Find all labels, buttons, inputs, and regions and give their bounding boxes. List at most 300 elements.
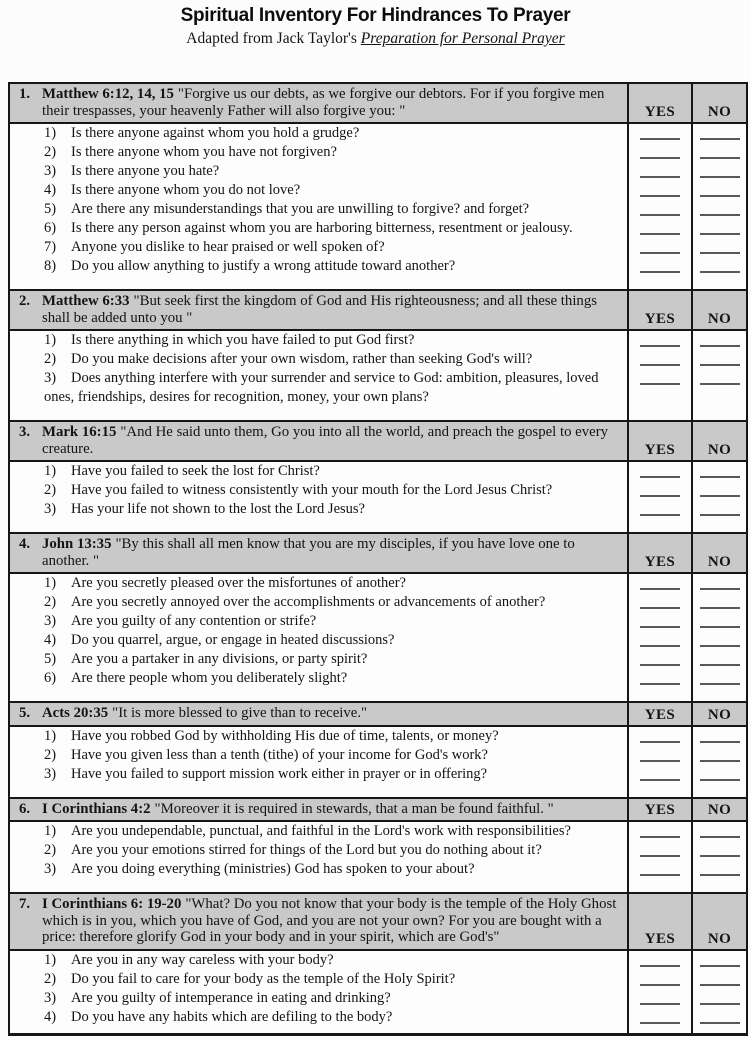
no-blank-line[interactable] (700, 631, 740, 647)
question-row (10, 369, 746, 407)
no-blank-line[interactable] (700, 462, 740, 478)
question-text: Does anything interfere with your surrender and service to God: ambition, pleasures, loved ones, friendships, desires for recognition, money, your own plans? (44, 370, 599, 405)
spacer-cell (10, 885, 627, 892)
no-column-label: NO (707, 104, 732, 120)
section-header-text (10, 534, 627, 572)
pad-cell (691, 1027, 746, 1033)
question-row (10, 500, 746, 519)
section-header (10, 291, 746, 331)
yes-column-label: YES (644, 104, 676, 120)
spacer-cell (10, 790, 627, 797)
question (10, 462, 627, 481)
question-number: 5) (44, 651, 57, 667)
section-header-text (10, 291, 627, 329)
no-answer-cell (691, 631, 746, 650)
spacer-cell (691, 282, 746, 289)
no-blank-line[interactable] (700, 765, 740, 781)
yes-answer-cell (627, 989, 691, 1008)
yes-answer-cell (627, 500, 691, 519)
question-text: Have you robbed God by withholding His due of time, talents, or money? (71, 727, 499, 744)
question (10, 162, 627, 181)
section-spacer (10, 525, 746, 534)
section-spacer (10, 282, 746, 291)
no-column-header (691, 534, 746, 572)
yes-column-header (627, 894, 691, 949)
yes-blank-line[interactable] (640, 746, 680, 762)
yes-column-header (627, 84, 691, 122)
yes-blank-line[interactable] (640, 650, 680, 666)
question-number: 4) (44, 182, 57, 198)
question-number: 1) (44, 823, 57, 839)
no-answer-cell (691, 462, 746, 481)
no-blank-line[interactable] (700, 574, 740, 590)
yes-answer-cell (627, 822, 691, 841)
question-text: Have you failed to support mission work either in prayer or in offering? (71, 765, 488, 782)
section-spacer (10, 694, 746, 703)
no-answer-cell (691, 181, 746, 200)
question-number: 2) (44, 842, 57, 858)
scripture-quote: "It is more blessed to give than to receive." (112, 705, 368, 721)
no-blank-line[interactable] (700, 350, 740, 366)
question-number: 4) (44, 1008, 57, 1025)
question (10, 746, 627, 765)
question-text: Are you secretly annoyed over the accomplishments or advancements of another? (71, 594, 546, 610)
yes-blank-line[interactable] (640, 765, 680, 781)
no-answer-cell (691, 331, 746, 350)
yes-answer-cell (627, 143, 691, 162)
question-row (10, 238, 746, 257)
yes-column-label: YES (644, 706, 676, 723)
no-blank-line[interactable] (700, 238, 740, 254)
question (10, 650, 627, 669)
question-text: Is there anyone you hate? (71, 163, 220, 179)
question-row (10, 989, 746, 1008)
no-column-label: NO (707, 554, 732, 570)
no-answer-cell (691, 124, 746, 143)
spacer-cell (10, 694, 627, 701)
yes-blank-line[interactable] (640, 612, 680, 628)
yes-column-header (627, 422, 691, 460)
question-text: Anyone you dislike to hear praised or well spoken of? (71, 239, 385, 255)
question-row (10, 350, 746, 369)
yes-blank-line[interactable] (640, 970, 680, 986)
no-blank-line[interactable] (700, 951, 740, 967)
question-row (10, 951, 746, 970)
section-5 (10, 703, 746, 790)
no-column-header (691, 894, 746, 949)
question-row (10, 860, 746, 879)
no-blank-line[interactable] (700, 200, 740, 216)
yes-blank-line[interactable] (640, 500, 680, 516)
yes-answer-cell (627, 181, 691, 200)
question-number: 8) (44, 258, 57, 274)
yes-column-label: YES (644, 442, 676, 458)
question (10, 1008, 627, 1027)
section-header (10, 703, 746, 727)
question-number: 2) (44, 746, 57, 763)
page-title: Spiritual Inventory For Hindrances To Prayer (180, 5, 571, 26)
yes-answer-cell (627, 746, 691, 765)
yes-column-header (627, 534, 691, 572)
no-blank-line[interactable] (700, 669, 740, 685)
yes-answer-cell (627, 331, 691, 350)
question (10, 481, 627, 500)
no-answer-cell (691, 650, 746, 669)
no-blank-line[interactable] (700, 1008, 740, 1024)
question-text: Are you guilty of intemperance in eating and drinking? (71, 989, 391, 1006)
no-answer-cell (691, 970, 746, 989)
no-answer-cell (691, 822, 746, 841)
yes-blank-line[interactable] (640, 727, 680, 743)
question-number: 3) (44, 370, 57, 386)
section-number: 5. (19, 705, 31, 721)
spacer-cell (691, 885, 746, 892)
question (10, 593, 627, 612)
no-blank-line[interactable] (700, 727, 740, 743)
question (10, 841, 627, 860)
spacer-cell (691, 413, 746, 420)
spacer-cell (627, 694, 691, 701)
section-header (10, 534, 746, 574)
yes-blank-line[interactable] (640, 143, 680, 159)
scripture-reference: Acts 20:35 (42, 705, 109, 721)
yes-answer-cell (627, 481, 691, 500)
yes-blank-line[interactable] (640, 331, 680, 347)
no-blank-line[interactable] (700, 860, 740, 876)
no-blank-line[interactable] (700, 612, 740, 628)
question (10, 727, 627, 746)
yes-answer-cell (627, 1008, 691, 1027)
spacer-cell (691, 525, 746, 532)
question-row (10, 574, 746, 593)
question (10, 238, 627, 257)
no-column-label: NO (707, 442, 732, 458)
question-text: Are you secretly pleased over the misfortunes of another? (71, 575, 406, 591)
no-blank-line[interactable] (700, 989, 740, 1005)
yes-answer-cell (627, 669, 691, 688)
no-blank-line[interactable] (700, 650, 740, 666)
no-column-header (691, 84, 746, 122)
scripture-quote: "By this shall all men know that you are my disciples, if you have love one to another. " (42, 536, 575, 569)
question-text: Are you guilty of any contention or strife? (71, 613, 317, 629)
yes-answer-cell (627, 650, 691, 669)
yes-blank-line[interactable] (640, 822, 680, 838)
section-spacer (10, 885, 746, 894)
scripture-reference: Matthew 6:12, 14, 15 (42, 86, 174, 102)
question-number: 3) (44, 163, 57, 179)
yes-column-label: YES (644, 311, 676, 327)
question-text: Are you doing everything (ministries) God has spoken to your about? (71, 861, 475, 877)
yes-answer-cell (627, 860, 691, 879)
section-number: 7. (19, 896, 31, 912)
yes-answer-cell (627, 765, 691, 784)
question-row (10, 181, 746, 200)
yes-answer-cell (627, 219, 691, 238)
subtitle (0, 30, 751, 48)
question (10, 143, 627, 162)
no-blank-line[interactable] (700, 822, 740, 838)
question-number: 3) (44, 989, 57, 1006)
yes-blank-line[interactable] (640, 593, 680, 609)
question (10, 989, 627, 1008)
section-header-text (10, 422, 627, 460)
question-text: Is there anyone whom you do not love? (71, 182, 301, 198)
yes-blank-line[interactable] (640, 481, 680, 497)
question-row (10, 822, 746, 841)
no-column-header (691, 422, 746, 460)
section-header-text (10, 894, 627, 949)
section-header (10, 84, 746, 124)
question (10, 200, 627, 219)
section-3 (10, 422, 746, 525)
yes-blank-line[interactable] (640, 860, 680, 876)
spacer-cell (691, 694, 746, 701)
question-row (10, 669, 746, 688)
spacer-cell (627, 885, 691, 892)
section-header-text (10, 84, 627, 122)
yes-answer-cell (627, 612, 691, 631)
question (10, 369, 627, 407)
question-row (10, 481, 746, 500)
no-blank-line[interactable] (700, 481, 740, 497)
no-blank-line[interactable] (700, 162, 740, 178)
question-number: 1) (44, 125, 57, 141)
question-row (10, 124, 746, 143)
yes-answer-cell (627, 369, 691, 407)
no-answer-cell (691, 669, 746, 688)
question (10, 181, 627, 200)
question (10, 951, 627, 970)
section-bottom-rule (10, 1027, 746, 1033)
question-number: 6) (44, 220, 57, 236)
yes-answer-cell (627, 124, 691, 143)
section-header (10, 799, 746, 823)
yes-answer-cell (627, 238, 691, 257)
question-text: Are you a partaker in any divisions, or party spirit? (71, 651, 368, 667)
spacer-cell (10, 413, 627, 420)
scripture-reference: I Corinthians 6: 19-20 (42, 896, 182, 912)
question-text: Do you fail to care for your body as the temple of the Holy Spirit? (71, 970, 456, 987)
section-number: 4. (19, 536, 31, 552)
no-answer-cell (691, 162, 746, 181)
question-text: Is there anything in which you have failed to put God first? (71, 332, 415, 348)
question-row (10, 970, 746, 989)
spacer-cell (627, 525, 691, 532)
question (10, 219, 627, 238)
no-answer-cell (691, 612, 746, 631)
question-number: 7) (44, 239, 57, 255)
no-blank-line[interactable] (700, 257, 740, 273)
question-row (10, 200, 746, 219)
yes-answer-cell (627, 200, 691, 219)
question-text: Do you allow anything to justify a wrong attitude toward another? (71, 258, 456, 274)
no-answer-cell (691, 1008, 746, 1027)
no-blank-line[interactable] (700, 746, 740, 762)
section-header (10, 894, 746, 951)
yes-answer-cell (627, 970, 691, 989)
question-number: 2) (44, 144, 57, 160)
spacer-cell (691, 790, 746, 797)
question-number: 6) (44, 670, 57, 686)
question-row (10, 841, 746, 860)
yes-blank-line[interactable] (640, 669, 680, 685)
no-answer-cell (691, 219, 746, 238)
inventory-table (8, 82, 748, 1036)
no-column-label: NO (707, 706, 732, 723)
section-4 (10, 534, 746, 694)
yes-column-header (627, 703, 691, 725)
question-row (10, 143, 746, 162)
scripture-reference: I Corinthians 4:2 (42, 800, 151, 817)
section-number: 1. (19, 86, 31, 102)
no-answer-cell (691, 593, 746, 612)
question-row (10, 631, 746, 650)
yes-blank-line[interactable] (640, 631, 680, 647)
subtitle-prefix: Adapted from Jack Taylor's (186, 30, 361, 47)
yes-blank-line[interactable] (640, 989, 680, 1005)
no-column-label: NO (707, 311, 732, 327)
yes-blank-line[interactable] (640, 462, 680, 478)
question-text: Do you quarrel, argue, or engage in heated discussions? (71, 632, 395, 648)
yes-answer-cell (627, 462, 691, 481)
yes-blank-line[interactable] (640, 200, 680, 216)
no-answer-cell (691, 500, 746, 519)
no-answer-cell (691, 369, 746, 407)
no-blank-line[interactable] (700, 500, 740, 516)
question (10, 124, 627, 143)
question-row (10, 462, 746, 481)
question-text: Have you failed to seek the lost for Christ? (71, 463, 320, 479)
question-number: 1) (44, 951, 57, 968)
question-number: 2) (44, 482, 57, 498)
no-answer-cell (691, 951, 746, 970)
question-text: Do you have any habits which are defiling to the body? (71, 1008, 393, 1025)
question (10, 669, 627, 688)
spacer-cell (627, 413, 691, 420)
no-answer-cell (691, 481, 746, 500)
question (10, 331, 627, 350)
no-blank-line[interactable] (700, 331, 740, 347)
no-answer-cell (691, 574, 746, 593)
no-blank-line[interactable] (700, 369, 740, 385)
no-answer-cell (691, 765, 746, 784)
yes-blank-line[interactable] (640, 162, 680, 178)
section-2 (10, 291, 746, 413)
yes-blank-line[interactable] (640, 219, 680, 235)
yes-column-label: YES (644, 930, 676, 947)
question-text: Is there anyone against whom you hold a grudge? (71, 125, 360, 141)
yes-blank-line[interactable] (640, 369, 680, 385)
no-answer-cell (691, 727, 746, 746)
no-answer-cell (691, 200, 746, 219)
yes-blank-line[interactable] (640, 574, 680, 590)
no-blank-line[interactable] (700, 181, 740, 197)
section-number: 2. (19, 293, 31, 309)
no-blank-line[interactable] (700, 219, 740, 235)
no-column-label: NO (707, 802, 732, 818)
question-text: Is there any person against whom you are harboring bitterness, resentment or jealousy. (71, 220, 573, 236)
no-answer-cell (691, 746, 746, 765)
yes-blank-line[interactable] (640, 951, 680, 967)
yes-answer-cell (627, 162, 691, 181)
question-text: Are there any misunderstandings that you are unwilling to forgive? and forget? (71, 201, 530, 217)
section-7 (10, 894, 746, 1033)
question (10, 860, 627, 879)
no-blank-line[interactable] (700, 124, 740, 140)
question-number: 2) (44, 594, 57, 610)
question-number: 1) (44, 575, 57, 591)
yes-blank-line[interactable] (640, 181, 680, 197)
question-text: Are you in any way careless with your body? (71, 951, 334, 968)
scripture-reference: Matthew 6:33 (42, 293, 130, 309)
pad-cell (627, 1027, 691, 1033)
question (10, 350, 627, 369)
yes-answer-cell (627, 631, 691, 650)
spacer-cell (627, 282, 691, 289)
question-row (10, 765, 746, 784)
section-spacer (10, 413, 746, 422)
question-row (10, 257, 746, 276)
no-blank-line[interactable] (700, 841, 740, 857)
question (10, 970, 627, 989)
question-text: Do you make decisions after your own wisdom, rather than seeking God's will? (71, 351, 533, 367)
yes-blank-line[interactable] (640, 1008, 680, 1024)
scripture-reference: John 13:35 (42, 536, 112, 552)
section-number: 3. (19, 424, 31, 440)
yes-blank-line[interactable] (640, 841, 680, 857)
yes-blank-line[interactable] (640, 238, 680, 254)
yes-column-label: YES (644, 554, 676, 570)
question-number: 5) (44, 201, 57, 217)
question-number: 3) (44, 501, 57, 517)
question-row (10, 1008, 746, 1027)
question-text: Are you your emotions stirred for things of the Lord but you do nothing about it? (71, 842, 542, 858)
question-number: 1) (44, 727, 57, 744)
no-column-header (691, 291, 746, 329)
scripture-quote: "Moreover it is required in stewards, that a man be found faithful. " (154, 800, 554, 817)
spacer-cell (10, 525, 627, 532)
question-number: 2) (44, 351, 57, 367)
yes-answer-cell (627, 574, 691, 593)
section-header (10, 422, 746, 462)
question-number: 1) (44, 332, 57, 348)
yes-blank-line[interactable] (640, 257, 680, 273)
yes-blank-line[interactable] (640, 350, 680, 366)
scripture-quote: "But seek first the kingdom of God and His righteousness; and all these things shall be added unto you " (42, 293, 597, 326)
no-blank-line[interactable] (700, 970, 740, 986)
question (10, 574, 627, 593)
no-answer-cell (691, 350, 746, 369)
question-text: Has your life not shown to the lost the Lord Jesus? (71, 501, 365, 517)
no-column-header (691, 703, 746, 725)
yes-blank-line[interactable] (640, 124, 680, 140)
question-row (10, 331, 746, 350)
no-blank-line[interactable] (700, 593, 740, 609)
scripture-quote: "And He said unto them, Go you into all the world, and preach the gospel to every creature. (42, 424, 609, 457)
no-answer-cell (691, 860, 746, 879)
question-number: 2) (44, 970, 57, 987)
yes-column-header (627, 291, 691, 329)
question-row (10, 219, 746, 238)
yes-answer-cell (627, 951, 691, 970)
no-blank-line[interactable] (700, 143, 740, 159)
question-row (10, 650, 746, 669)
no-answer-cell (691, 238, 746, 257)
section-header-text (10, 703, 627, 725)
yes-column-label: YES (644, 802, 676, 818)
yes-column-header (627, 799, 691, 821)
section-spacer (10, 790, 746, 799)
